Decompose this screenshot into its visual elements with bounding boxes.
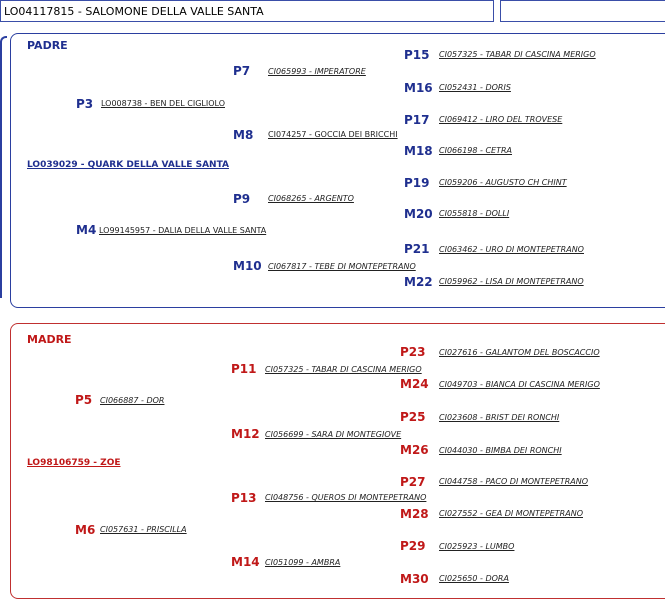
ancestor-code-m24: M24	[400, 377, 429, 391]
ancestor-link-p7[interactable]: CI065993 - IMPERATORE	[268, 67, 366, 76]
ancestor-code-p11: P11	[231, 362, 257, 376]
ancestor-code-p25: P25	[400, 410, 426, 424]
ancestor-link-m26[interactable]: CI044030 - BIMBA DEI RONCHI	[439, 446, 562, 455]
ancestor-code-p27: P27	[400, 475, 426, 489]
animal-title-box	[0, 0, 494, 22]
title-side-box	[500, 0, 665, 22]
padre-label: PADRE	[27, 39, 68, 52]
ancestor-code-m22: M22	[404, 275, 433, 289]
ancestor-link-p3[interactable]: LO008738 - BEN DEL CIGLIOLO	[101, 99, 225, 108]
ancestor-link-p5[interactable]: CI066887 - DOR	[100, 396, 165, 405]
ancestor-code-m26: M26	[400, 443, 429, 457]
ancestor-code-m10: M10	[233, 259, 262, 273]
ancestor-link-m20[interactable]: CI055818 - DOLLI	[439, 209, 510, 218]
ancestor-link-p29[interactable]: CI025923 - LUMBO	[439, 542, 515, 551]
ancestor-code-p17: P17	[404, 113, 430, 127]
ancestor-link-p27[interactable]: CI044758 - PACO DI MONTEPETRANO	[439, 477, 589, 486]
ancestor-code-p19: P19	[404, 176, 430, 190]
ancestor-link-p23[interactable]: CI027616 - GALANTOM DEL BOSCACCIO	[439, 348, 600, 357]
ancestor-link-m22[interactable]: CI059962 - LISA DI MONTEPETRANO	[439, 277, 584, 286]
ancestor-link-p11[interactable]: CI057325 - TABAR DI CASCINA MERIGO	[265, 365, 422, 374]
animal-title: LO04117815 - SALOMONE DELLA VALLE SANTA	[4, 5, 264, 18]
ancestor-link-m18[interactable]: CI066198 - CETRA	[439, 146, 513, 155]
ancestor-link-m12[interactable]: CI056699 - SARA DI MONTEGIOVE	[265, 430, 402, 439]
ancestor-code-m4: M4	[76, 223, 97, 237]
ancestor-code-m12: M12	[231, 427, 260, 441]
left-bracket	[0, 36, 7, 298]
ancestor-code-p9: P9	[233, 192, 251, 206]
ancestor-code-p7: P7	[233, 64, 251, 78]
ancestor-code-m16: M16	[404, 81, 433, 95]
ancestor-code-m14: M14	[231, 555, 260, 569]
ancestor-link-m28[interactable]: CI027552 - GEA DI MONTEPETRANO	[439, 509, 583, 518]
ancestor-code-p23: P23	[400, 345, 426, 359]
ancestor-link-p17[interactable]: CI069412 - LIRO DEL TROVESE	[439, 115, 563, 124]
ancestor-code-m18: M18	[404, 144, 433, 158]
ancestor-link-m14[interactable]: CI051099 - AMBRA	[265, 558, 341, 567]
madre-main-link[interactable]: LO98106759 - ZOE	[27, 458, 121, 468]
ancestor-link-m4[interactable]: LO99145957 - DALIA DELLA VALLE SANTA	[99, 226, 267, 235]
ancestor-link-m16[interactable]: CI052431 - DORIS	[439, 83, 511, 92]
ancestor-code-p21: P21	[404, 242, 430, 256]
ancestor-link-p15[interactable]: CI057325 - TABAR DI CASCINA MERIGO	[439, 50, 596, 59]
padre-main-link[interactable]: LO039029 - QUARK DELLA VALLE SANTA	[27, 160, 229, 170]
ancestor-code-p5: P5	[75, 393, 93, 407]
ancestor-link-p21[interactable]: CI063462 - URO DI MONTEPETRANO	[439, 245, 584, 254]
ancestor-code-m8: M8	[233, 128, 254, 142]
ancestor-link-p25[interactable]: CI023608 - BRIST DEI RONCHI	[439, 413, 560, 422]
ancestor-link-m10[interactable]: CI067817 - TEBE DI MONTEPETRANO	[268, 262, 416, 271]
madre-label: MADRE	[27, 333, 72, 346]
ancestor-code-p13: P13	[231, 491, 257, 505]
ancestor-code-p15: P15	[404, 48, 430, 62]
ancestor-code-m28: M28	[400, 507, 429, 521]
ancestor-link-m24[interactable]: CI049703 - BIANCA DI CASCINA MERIGO	[439, 380, 600, 389]
ancestor-link-m6[interactable]: CI057631 - PRISCILLA	[100, 525, 187, 534]
ancestor-code-p29: P29	[400, 539, 426, 553]
ancestor-link-m30[interactable]: CI025650 - DORA	[439, 574, 509, 583]
ancestor-link-m8[interactable]: CI074257 - GOCCIA DEI BRICCHI	[268, 130, 398, 139]
ancestor-code-p3: P3	[76, 97, 94, 111]
ancestor-code-m20: M20	[404, 207, 433, 221]
ancestor-code-m6: M6	[75, 523, 96, 537]
ancestor-link-p13[interactable]: CI048756 - QUEROS DI MONTEPETRANO	[265, 493, 427, 502]
ancestor-code-m30: M30	[400, 572, 429, 586]
ancestor-link-p9[interactable]: CI068265 - ARGENTO	[268, 194, 354, 203]
ancestor-link-p19[interactable]: CI059206 - AUGUSTO CH CHINT	[439, 178, 567, 187]
